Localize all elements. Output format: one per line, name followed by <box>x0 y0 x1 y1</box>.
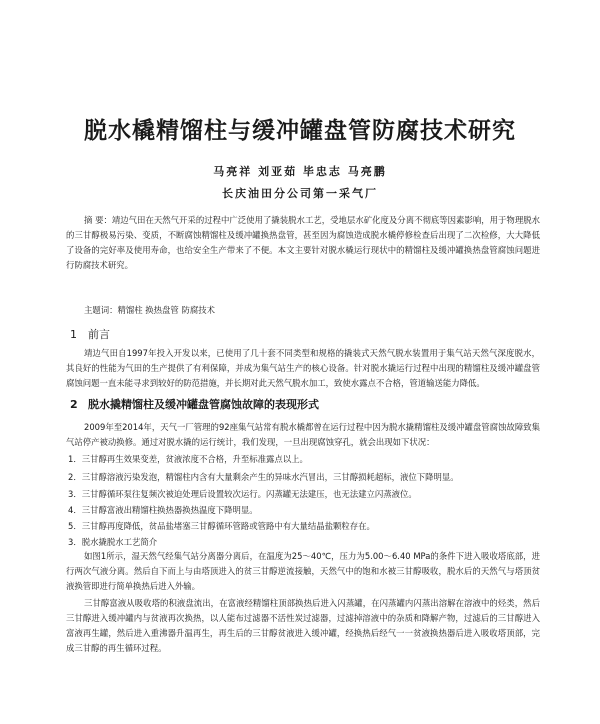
section-heading-introduction <box>70 326 110 342</box>
subsection-heading: 3．脱水撬脱水工艺简介 <box>68 537 158 547</box>
list-item: 2．三甘醇溶液污染发泡，精馏柱内含有大量剩余产生的异味水汽冒出，三甘醇损耗超标，液位下降明显。 <box>68 472 459 482</box>
list-item: 3．三甘醇循环泵往复频次被迫处理后设置较次运行。闪蒸罐无法建压，也无法建立闪蒸液位。 <box>68 489 417 499</box>
affiliation: 长庆油田分公司第一采气厂 <box>222 187 378 200</box>
keywords: 主题词：精馏柱 换热盘管 防腐技术 <box>84 305 215 315</box>
process-paragraph: 如图1所示，湿天然气经集气站分离器分离后，在温度为25～40℃，压力为5.00～6.40 MPa的条件下进入吸收塔底部，进行两次气液分离。然后自下而上与由塔顶进入的贫三甘醇逆流接触，天然气中的饱和水被三甘醇吸收，脱水后的天然气与塔顶贫液换管即进行简单换热后进入外输。 <box>66 551 540 591</box>
section-title: 前言 <box>88 328 110 341</box>
section-number: 2 <box>70 398 78 411</box>
section-title: 脱水撬精馏柱及缓冲罐盘管腐蚀故障的表现形式 <box>88 398 319 411</box>
section2-intro-paragraph: 2009年至2014年，天气一厂管理的92座集气站常有脱水橇都曾在运行过程中因为脱水撬精馏柱及缓冲罐盘管腐蚀故障致集气站停产被动换修。通过对脱水撬的运行统计，我们发现，一旦出现腐蚀穿孔，就会出现如下状况： <box>66 422 540 447</box>
regeneration-paragraph: 三甘醇富液从吸收塔的积液盘流出，在富液经精馏柱顶部换热后进入闪蒸罐，在闪蒸罐内闪蒸出溶解在溶液中的烃类，然后三甘醇进入缓冲罐内与贫液再次换热，以人能布过滤器不活性炭过滤器，过滤掉溶液中的杂质和降解产物，过滤后的三甘醇进入富液再生罐，然后进入重沸器升温再生，再生后的三甘醇贫液进入缓冲罐，经换热后经气一一贫液换热器后进入吸收塔顶部，完成三甘醇的再生循环过程。 <box>66 598 540 653</box>
abstract: 摘 要：靖边气田在天然气开采的过程中广泛使用了撬装脱水工艺，受地层水矿化度及分离不彻底等因素影响，用于物理脱水的三甘醇极易污染、变质，不断腐蚀精馏柱及缓冲罐换热盘管，甚至因为腐蚀造成脱水橇停修检查后出现了二次检修，大大降低了设备的完好率及使用寿命，也给安全生产带来了不便。本文主要针对脱水橇运行现状中的精馏柱及缓冲罐换热盘管腐蚀问题进行防腐技术研究。 <box>66 215 540 270</box>
paper-title: 脱水橇精馏柱与缓冲罐盘管防腐技术研究 <box>84 118 516 144</box>
section-number: 1 <box>70 328 77 341</box>
section-heading-corrosion-symptoms <box>70 396 319 412</box>
list-item: 1．三甘醇再生效果变差，贫液浓度不合格，升至标准露点以上。 <box>68 454 308 464</box>
list-item: 5．三甘醇再度降低，贫品盐堵塞三甘醇循环管路或管路中有大量结晶盐颗粒存在。 <box>68 521 375 531</box>
author-list: 马亮祥 刘亚茹 毕忠志 马亮鹏 <box>213 165 387 178</box>
list-item: 4．三甘醇富液出精馏柱换热器换热温度下降明显。 <box>68 505 258 515</box>
introduction-paragraph: 靖边气田自1997年投入开发以来，已使用了几十套不同类型和规格的撬装式天然气脱水装置用于集气站天然气深度脱水，其良好的性能为气田的生产提供了有利保障，并成为集气站生产的核心设备。针对脱水撬运行过程中出现的精馏柱及缓冲罐盘管腐蚀问题一直未能寻求到较好的防范措施，并长期对此天然气脱水加工，致使水露点不合格，管道输送能力降低。 <box>66 348 540 388</box>
